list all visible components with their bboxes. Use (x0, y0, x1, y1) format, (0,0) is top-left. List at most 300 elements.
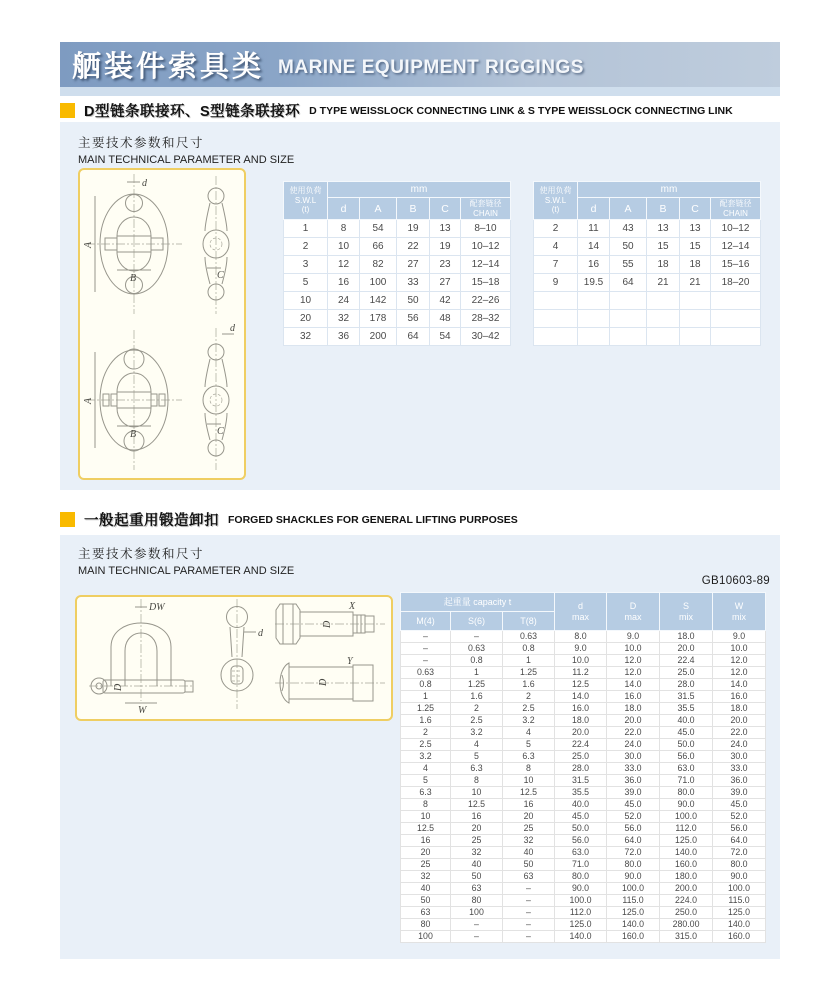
table-row (284, 274, 511, 292)
header-D-max: D max (607, 593, 660, 631)
table-cell: 30–42 (461, 328, 511, 346)
table-cell: 1.6 (451, 691, 503, 703)
table-cell: 10 (328, 238, 360, 256)
table-cell: 140.0 (555, 931, 607, 943)
table-cell: 2.5 (401, 739, 451, 751)
table-cell: 71.0 (660, 775, 713, 787)
table-cell (578, 328, 610, 346)
table-row (401, 715, 766, 727)
table-cell: 100.0 (607, 883, 660, 895)
page-banner (60, 42, 780, 87)
section2-param-block (78, 544, 294, 577)
table-cell (647, 328, 680, 346)
link-table-right (533, 181, 761, 346)
section1-title-en: D TYPE WEISSLOCK CONNECTING LINK & S TYPE WEISSLOCK CONNECTING LINK (309, 105, 733, 117)
table-cell: 50 (610, 238, 647, 256)
table-cell: 56 (397, 310, 430, 328)
table-cell (711, 310, 761, 328)
table-cell: 90.0 (607, 871, 660, 883)
table-cell: 63.0 (660, 763, 713, 775)
table-row (534, 220, 761, 238)
table-cell: 45.0 (713, 799, 766, 811)
connecting-link-diagram-box (78, 168, 246, 480)
table-cell: – (503, 883, 555, 895)
table-cell: 42 (430, 292, 461, 310)
dim-label-B: B (130, 273, 137, 284)
table-cell: 160.0 (713, 931, 766, 943)
table-cell: 9 (534, 274, 578, 292)
table-cell: – (503, 895, 555, 907)
header-chain: 配套链径 CHAIN (711, 198, 761, 220)
table-cell: 10 (401, 811, 451, 823)
section2-panel (60, 535, 780, 959)
table-cell: 1.6 (401, 715, 451, 727)
table-row (401, 859, 766, 871)
table-cell: 56.0 (607, 823, 660, 835)
table-cell: 10.0 (713, 643, 766, 655)
table-cell: 27 (430, 274, 461, 292)
table-cell: 40.0 (555, 799, 607, 811)
table-cell: 2.5 (451, 715, 503, 727)
table-cell: 12–14 (711, 238, 761, 256)
table-row (534, 256, 761, 274)
table-cell: 16.0 (713, 691, 766, 703)
table-cell: 16 (503, 799, 555, 811)
table-row (401, 871, 766, 883)
dim-label-Y: Y (347, 656, 353, 667)
header-chain: 配套链径 CHAIN (461, 198, 511, 220)
table-cell: 200.0 (660, 883, 713, 895)
dim-label-X: X (349, 601, 356, 612)
table-cell: 39.0 (713, 787, 766, 799)
table-cell: 22.4 (555, 739, 607, 751)
table-cell: 5 (451, 751, 503, 763)
table-cell: 315.0 (660, 931, 713, 943)
table-cell: 0.63 (503, 631, 555, 643)
table-row (401, 799, 766, 811)
table-cell: 125.0 (555, 919, 607, 931)
table-cell: 64 (610, 274, 647, 292)
header-swl: 使用负荷 S.W.L (t) (284, 182, 328, 220)
table-cell: 3.2 (503, 715, 555, 727)
header-capacity: 起重量 capacity t (401, 593, 555, 612)
d-link-front-view (83, 174, 182, 314)
table-cell: 22–26 (461, 292, 511, 310)
dim-label-D-piny: D (318, 678, 329, 686)
header-mm: mm (328, 182, 511, 198)
table-cell: 16 (328, 274, 360, 292)
table-cell: 16 (451, 811, 503, 823)
header-T8: T(8) (503, 612, 555, 631)
banner-strip (60, 87, 780, 96)
table-row (401, 703, 766, 715)
table-cell: 45.0 (660, 727, 713, 739)
table-cell (578, 310, 610, 328)
banner-title-en: MARINE EQUIPMENT RIGGINGS (278, 57, 584, 78)
dim-label-d: d (142, 178, 147, 189)
table-cell: 63 (503, 871, 555, 883)
table-cell: 64.0 (713, 835, 766, 847)
table-cell: 140.0 (660, 847, 713, 859)
table-cell: 80.0 (660, 787, 713, 799)
table-cell: 5 (503, 739, 555, 751)
table-cell: 100 (401, 931, 451, 943)
section1-heading (60, 100, 780, 120)
table-cell: 72.0 (607, 847, 660, 859)
table-cell: 20 (503, 811, 555, 823)
table-cell: 280.00 (660, 919, 713, 931)
table-cell: 16 (401, 835, 451, 847)
table-cell: 63.0 (555, 847, 607, 859)
table-cell: 1 (284, 220, 328, 238)
dim-label-d-side: d (258, 628, 263, 639)
dim-label-C: C (217, 270, 224, 281)
table-cell: 90.0 (660, 799, 713, 811)
table-cell: 0.63 (451, 643, 503, 655)
dim-label-W: W (138, 705, 147, 716)
table-cell: 1 (451, 667, 503, 679)
table-cell: 224.0 (660, 895, 713, 907)
table-cell (610, 328, 647, 346)
table-cell: 142 (360, 292, 397, 310)
s-link-front-view (83, 330, 182, 470)
header-A: A (360, 198, 397, 220)
table-cell: 0.8 (401, 679, 451, 691)
table-cell: – (401, 631, 451, 643)
table-cell (534, 292, 578, 310)
table-cell: 30.0 (607, 751, 660, 763)
header-S-mix: S mix (660, 593, 713, 631)
table-cell: 18 (647, 256, 680, 274)
table-cell: 28.0 (555, 763, 607, 775)
table-cell: 4 (534, 238, 578, 256)
table-cell: 54 (430, 328, 461, 346)
section2-heading (60, 509, 780, 529)
shackle-table (400, 592, 766, 943)
table-cell: 3.2 (451, 727, 503, 739)
link-table-left (283, 181, 511, 346)
table-row (401, 667, 766, 679)
table-cell: 45.0 (607, 799, 660, 811)
table-cell (711, 328, 761, 346)
header-d: d (578, 198, 610, 220)
table-cell: 18–20 (711, 274, 761, 292)
table-cell: 2 (284, 238, 328, 256)
table-cell: 24.0 (607, 739, 660, 751)
table-cell: 22.4 (660, 655, 713, 667)
section-bullet-icon (60, 512, 75, 527)
table-cell: 64 (397, 328, 430, 346)
pin-x-view (275, 601, 385, 644)
table-cell: 25 (503, 823, 555, 835)
table-cell: 20.0 (555, 727, 607, 739)
table-cell: 9.0 (713, 631, 766, 643)
table-cell: 12.5 (503, 787, 555, 799)
table-cell: 56.0 (713, 823, 766, 835)
table-cell: 32 (328, 310, 360, 328)
table-row (401, 919, 766, 931)
table-cell: 16.0 (555, 703, 607, 715)
table-cell: 15–16 (711, 256, 761, 274)
s-link-side-view (203, 323, 236, 470)
table-cell: 36.0 (713, 775, 766, 787)
table-cell: 50 (451, 871, 503, 883)
table-row (534, 292, 761, 310)
table-cell: 160.0 (660, 859, 713, 871)
table-cell: 20 (401, 847, 451, 859)
table-cell: 71.0 (555, 859, 607, 871)
table-cell: 52.0 (713, 811, 766, 823)
table-cell: 9.0 (555, 643, 607, 655)
table-cell: 20.0 (713, 715, 766, 727)
dim-label-D-front: D (113, 683, 124, 691)
table-cell: 20.0 (660, 643, 713, 655)
section1-panel (60, 122, 780, 490)
table-cell: 100 (451, 907, 503, 919)
header-B: B (647, 198, 680, 220)
table-cell: 100 (360, 274, 397, 292)
table-row (401, 883, 766, 895)
table-row (401, 811, 766, 823)
table-cell: 25 (401, 859, 451, 871)
table-cell: 10 (451, 787, 503, 799)
table-cell: 22.0 (607, 727, 660, 739)
table-row (401, 763, 766, 775)
table-cell: – (503, 919, 555, 931)
table-cell: – (503, 931, 555, 943)
table-cell: 9.0 (607, 631, 660, 643)
table-row (284, 310, 511, 328)
param-title-zh: 主要技术参数和尺寸 (78, 547, 205, 561)
table-cell: 33.0 (713, 763, 766, 775)
table-cell: 12–14 (461, 256, 511, 274)
table-cell (647, 310, 680, 328)
table-cell: 15–18 (461, 274, 511, 292)
table-cell: 10–12 (461, 238, 511, 256)
table-cell: 1.25 (451, 679, 503, 691)
table-cell: 66 (360, 238, 397, 256)
table-cell: 8 (328, 220, 360, 238)
table-cell: 54 (360, 220, 397, 238)
table-cell: 2 (401, 727, 451, 739)
shackle-diagram-svg (77, 597, 391, 719)
table-cell: 23 (430, 256, 461, 274)
table-row (401, 823, 766, 835)
table-cell: 32 (503, 835, 555, 847)
table-cell: 52.0 (607, 811, 660, 823)
table-cell: 115.0 (713, 895, 766, 907)
section2-title-en: FORGED SHACKLES FOR GENERAL LIFTING PURPOSES (228, 514, 518, 526)
section2-title-zh: 一般起重用锻造卸扣 (84, 512, 219, 529)
shackle-side-view (221, 599, 264, 709)
table-cell: 80 (401, 919, 451, 931)
table-cell: 10.0 (555, 655, 607, 667)
table-cell: 45.0 (555, 811, 607, 823)
table-cell (610, 292, 647, 310)
table-cell: 1.25 (401, 703, 451, 715)
table-cell (680, 328, 711, 346)
table-cell: 82 (360, 256, 397, 274)
table-cell: 32 (451, 847, 503, 859)
table-cell: 115.0 (607, 895, 660, 907)
table-cell: 0.8 (451, 655, 503, 667)
table-cell: 10 (284, 292, 328, 310)
standard-code: GB10603-89 (701, 575, 770, 587)
table-row (401, 775, 766, 787)
table-row (534, 238, 761, 256)
table-cell: 15 (647, 238, 680, 256)
section-bullet-icon (60, 103, 75, 118)
table-cell: 10 (503, 775, 555, 787)
table-cell: 2 (451, 703, 503, 715)
table-cell: 20 (451, 823, 503, 835)
table-cell: 35.5 (555, 787, 607, 799)
table-cell: 5 (284, 274, 328, 292)
table-cell: 25.0 (660, 667, 713, 679)
table-cell: 19 (430, 238, 461, 256)
table-cell: – (451, 919, 503, 931)
connecting-link-diagram-svg (80, 170, 244, 478)
table-cell: 50 (397, 292, 430, 310)
table-cell: 1.6 (503, 679, 555, 691)
table-cell: 140.0 (607, 919, 660, 931)
table-cell: 32 (284, 328, 328, 346)
header-C: C (430, 198, 461, 220)
table-row (401, 835, 766, 847)
table-cell: 180.0 (660, 871, 713, 883)
table-cell: 6.3 (451, 763, 503, 775)
table-cell: 19.5 (578, 274, 610, 292)
table-cell: 8.0 (555, 631, 607, 643)
header-W-mix: W mix (713, 593, 766, 631)
table-cell: 12.0 (607, 655, 660, 667)
table-cell: 31.5 (555, 775, 607, 787)
table-cell: 250.0 (660, 907, 713, 919)
table-cell: 0.63 (401, 667, 451, 679)
table-cell: 14.0 (713, 679, 766, 691)
table-cell: 8 (451, 775, 503, 787)
table-cell: 8 (401, 799, 451, 811)
table-cell: 4 (503, 727, 555, 739)
table-cell: 112.0 (555, 907, 607, 919)
table-cell: 1.25 (503, 667, 555, 679)
table-cell: 12.5 (555, 679, 607, 691)
table-cell: 13 (430, 220, 461, 238)
table-cell: 100.0 (713, 883, 766, 895)
table-cell: 4 (451, 739, 503, 751)
table-row (401, 751, 766, 763)
table-cell: 25.0 (555, 751, 607, 763)
table-cell: 56.0 (660, 751, 713, 763)
table-row (401, 847, 766, 859)
table-cell: 33.0 (607, 763, 660, 775)
header-A: A (610, 198, 647, 220)
table-cell: 64.0 (607, 835, 660, 847)
table-cell: 48 (430, 310, 461, 328)
table-cell: 12.5 (451, 799, 503, 811)
pin-y-view (275, 656, 385, 703)
table-row (401, 931, 766, 943)
table-row (401, 787, 766, 799)
table-cell: 80.0 (713, 859, 766, 871)
table-row (401, 643, 766, 655)
table-cell: 27 (397, 256, 430, 274)
table-cell: 140.0 (713, 919, 766, 931)
header-S6: S(6) (451, 612, 503, 631)
table-row (401, 907, 766, 919)
banner-title-zh: 舾装件索具类 (72, 51, 265, 83)
table-cell: 50 (503, 859, 555, 871)
table-row (401, 631, 766, 643)
table-row (534, 328, 761, 346)
table-cell: 40 (503, 847, 555, 859)
table-cell: 6.3 (503, 751, 555, 763)
table-cell: 4 (401, 763, 451, 775)
table-cell: 12.0 (713, 667, 766, 679)
table-cell: 56.0 (555, 835, 607, 847)
table-cell: 100.0 (555, 895, 607, 907)
table-row (401, 895, 766, 907)
header-B: B (397, 198, 430, 220)
table-cell: 125.0 (713, 907, 766, 919)
table-cell: 50 (401, 895, 451, 907)
table-cell: 11 (578, 220, 610, 238)
table-cell: 14 (578, 238, 610, 256)
table-cell (534, 328, 578, 346)
table-cell: 24.0 (713, 739, 766, 751)
table-cell: 11.2 (555, 667, 607, 679)
dim-label-A2: A (83, 397, 94, 404)
table-cell: 2 (534, 220, 578, 238)
table-cell: 50.0 (555, 823, 607, 835)
table-cell: 18.0 (660, 631, 713, 643)
table-cell: – (451, 931, 503, 943)
table-cell: 178 (360, 310, 397, 328)
table-cell: 18.0 (607, 703, 660, 715)
param-title-en: MAIN TECHNICAL PARAMETER AND SIZE (78, 154, 295, 166)
table-cell: 1 (503, 655, 555, 667)
dim-label-A: A (83, 241, 94, 248)
table-cell: 36 (328, 328, 360, 346)
table-cell: 21 (680, 274, 711, 292)
header-d-max: d max (555, 593, 607, 631)
table-cell: 10.0 (607, 643, 660, 655)
table-cell: 18.0 (713, 703, 766, 715)
table-cell: 12.0 (713, 655, 766, 667)
table-cell: 80.0 (607, 859, 660, 871)
table-cell: 80.0 (555, 871, 607, 883)
table-cell: 18.0 (555, 715, 607, 727)
table-cell: 125.0 (660, 835, 713, 847)
table-cell: 200 (360, 328, 397, 346)
table-cell: 28–32 (461, 310, 511, 328)
table-row (284, 328, 511, 346)
table-cell: 125.0 (607, 907, 660, 919)
table-cell: – (451, 631, 503, 643)
table-cell: 16.0 (607, 691, 660, 703)
table-cell: 3 (284, 256, 328, 274)
table-cell: 5 (401, 775, 451, 787)
dim-label-C2: C (217, 426, 224, 437)
table-cell: 22 (397, 238, 430, 256)
dim-label-d2: d (230, 323, 235, 334)
table-cell: 39.0 (607, 787, 660, 799)
table-cell: 2.5 (503, 703, 555, 715)
header-swl: 使用负荷 S.W.L (t) (534, 182, 578, 220)
table-cell: 55 (610, 256, 647, 274)
table-cell: 50.0 (660, 739, 713, 751)
table-cell: 6.3 (401, 787, 451, 799)
